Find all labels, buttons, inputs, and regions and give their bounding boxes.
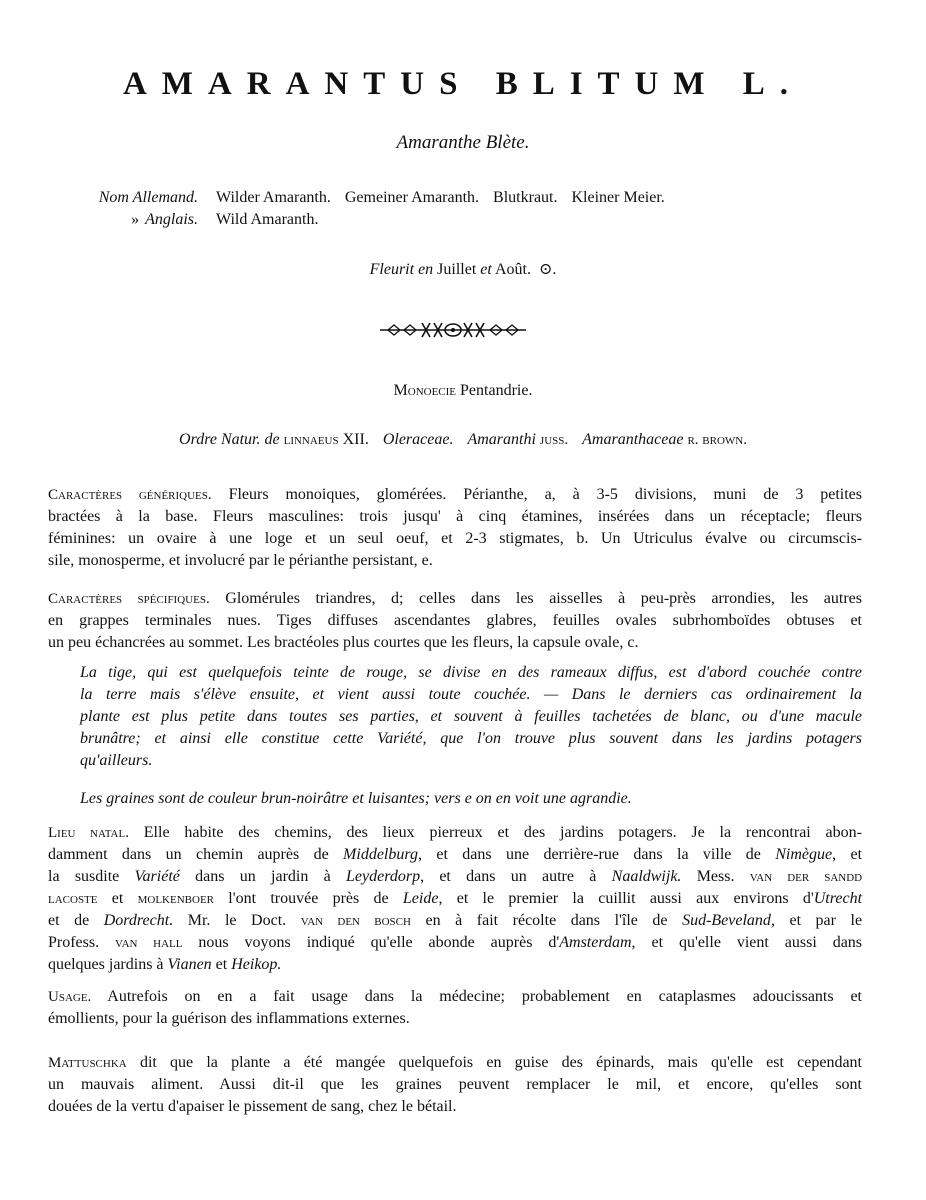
vernacular-names (86, 187, 679, 231)
german-name: Kleiner Meier. (571, 189, 665, 206)
section-heading: Usage. (48, 989, 92, 1005)
annual-symbol: ⊙. (538, 261, 557, 278)
german-label: Nom Allemand. (98, 189, 198, 206)
german-name: Gemeiner Amaranth. (344, 189, 480, 206)
french-name: Amaranthe Blète. (396, 132, 530, 153)
german-name: Blutkraut. (493, 189, 558, 206)
linnaean-class: Monoecie Pentandrie. (393, 382, 533, 399)
author-name: Mattuschka (48, 1055, 127, 1071)
specific-characters: Caractères spécifiques. Glomérules triandres, d; celles dans les aisselles à peu-près arrondies, les autres en grappes terminales nues. Tiges diffuses ascendantes glabres, feuilles ovales subrhomboïdes obtuses et un peu échancrées au sommet. Les bractéoles plus courtes que les fleurs, la capsule ovale, c. (48, 590, 863, 651)
english-names-row (86, 209, 679, 231)
section-heading: Caractères génériques. (48, 487, 212, 503)
ornament-divider (378, 318, 528, 342)
section-heading: Caractères spécifiques. (48, 591, 210, 607)
page-title: AMARANTUS BLITUM L. (122, 66, 804, 102)
section-heading: Lieu natal. (48, 825, 129, 841)
mattuschka-section: Mattuschka dit que la plante a été mangée quelquefois en guise des épinards, mais qu'elle est cependant un mauvais aliment. Aussi dit-il que les graines peuvent remplacer le mil, et encore, qu'elles sont douées de la vertu d'apaiser le pissement de sang, chez le bétail. (48, 1054, 862, 1115)
flowering-line: Fleurit en Juillet et Août. ⊙. (369, 261, 557, 278)
generic-characters: Caractères génériques. Fleurs monoiques, glomérées. Périanthe, a, à 3-5 divisions, muni de 3 petites bractées à la base. Fleurs masculines: trois jusqu' à cinq étamines, insérées dans un réceptacle; fleurs féminines: un ovaire à une loge et un seul oeuf, et 2-3 stigmates, b. Un Utriculus évalve ou circumscis- sile, monosperme, et involucré par le périanthe persistant, e. (48, 486, 863, 569)
usage-section: Usage. Autrefois on en a fait usage dans la médecine; probablement en cataplasmes adoucissants et émollients, pour la guérison des inflammations externes. (48, 988, 862, 1027)
seeds-note: Les graines sont de couleur brun-noirâtre et luisantes; vers e on en voit une agrandie. (80, 790, 632, 807)
ditto-mark: » (131, 211, 140, 228)
german-names-row (86, 187, 679, 209)
german-name: Wilder Amaranth. (216, 189, 331, 206)
natural-order: Ordre Natur. de linnaeus XII. Oleraceae. Amaranthi juss. Amaranthaceae r. brown. (179, 431, 747, 448)
english-label: » Anglais. (131, 211, 198, 228)
habitat-section: Lieu natal. Elle habite des chemins, des lieux pierreux et des jardins potagers. Je la rencontrai abon- damment dans un chemin auprès de Middelburg, et dans une derrière-rue dans la ville de Nimègue, et la susdite Variété dans un jardin à Leyderdorp, et dans un autre à Naaldwijk. Mess. van der sandd lacoste et molkenboer l'ont trouvée près de Leide, et le premier la cuillit aussi aux environs d'Utrecht et de Dordrecht. Mr. le Doct. van den bosch en à fait récolte dans l'île de Sud-Beveland, et par le Profess. van hall nous voyons indiqué qu'elle abonde auprès d'Amsterdam, et qu'elle vient aussi dans quelques jardins à Vianen et Heikop. (48, 824, 863, 973)
english-name: Wild Amaranth. (216, 211, 319, 228)
description-note: La tige, qui est quelquefois teinte de rouge, se divise en des rameaux diffus, est d'abord couchée contre la terre mais s'élève ensuite, et vient aussi toute couchée. — Dans le derniers cas ordinairement la plante est plus petite dans toutes ses parties, et souvent à feuilles tachetées de blanc, ou d'une macule brunâtre; et ainsi elle constitue cette Variété, que l'on trouve plus souvent dans les jardins potagers qu'ailleurs. (80, 664, 862, 769)
